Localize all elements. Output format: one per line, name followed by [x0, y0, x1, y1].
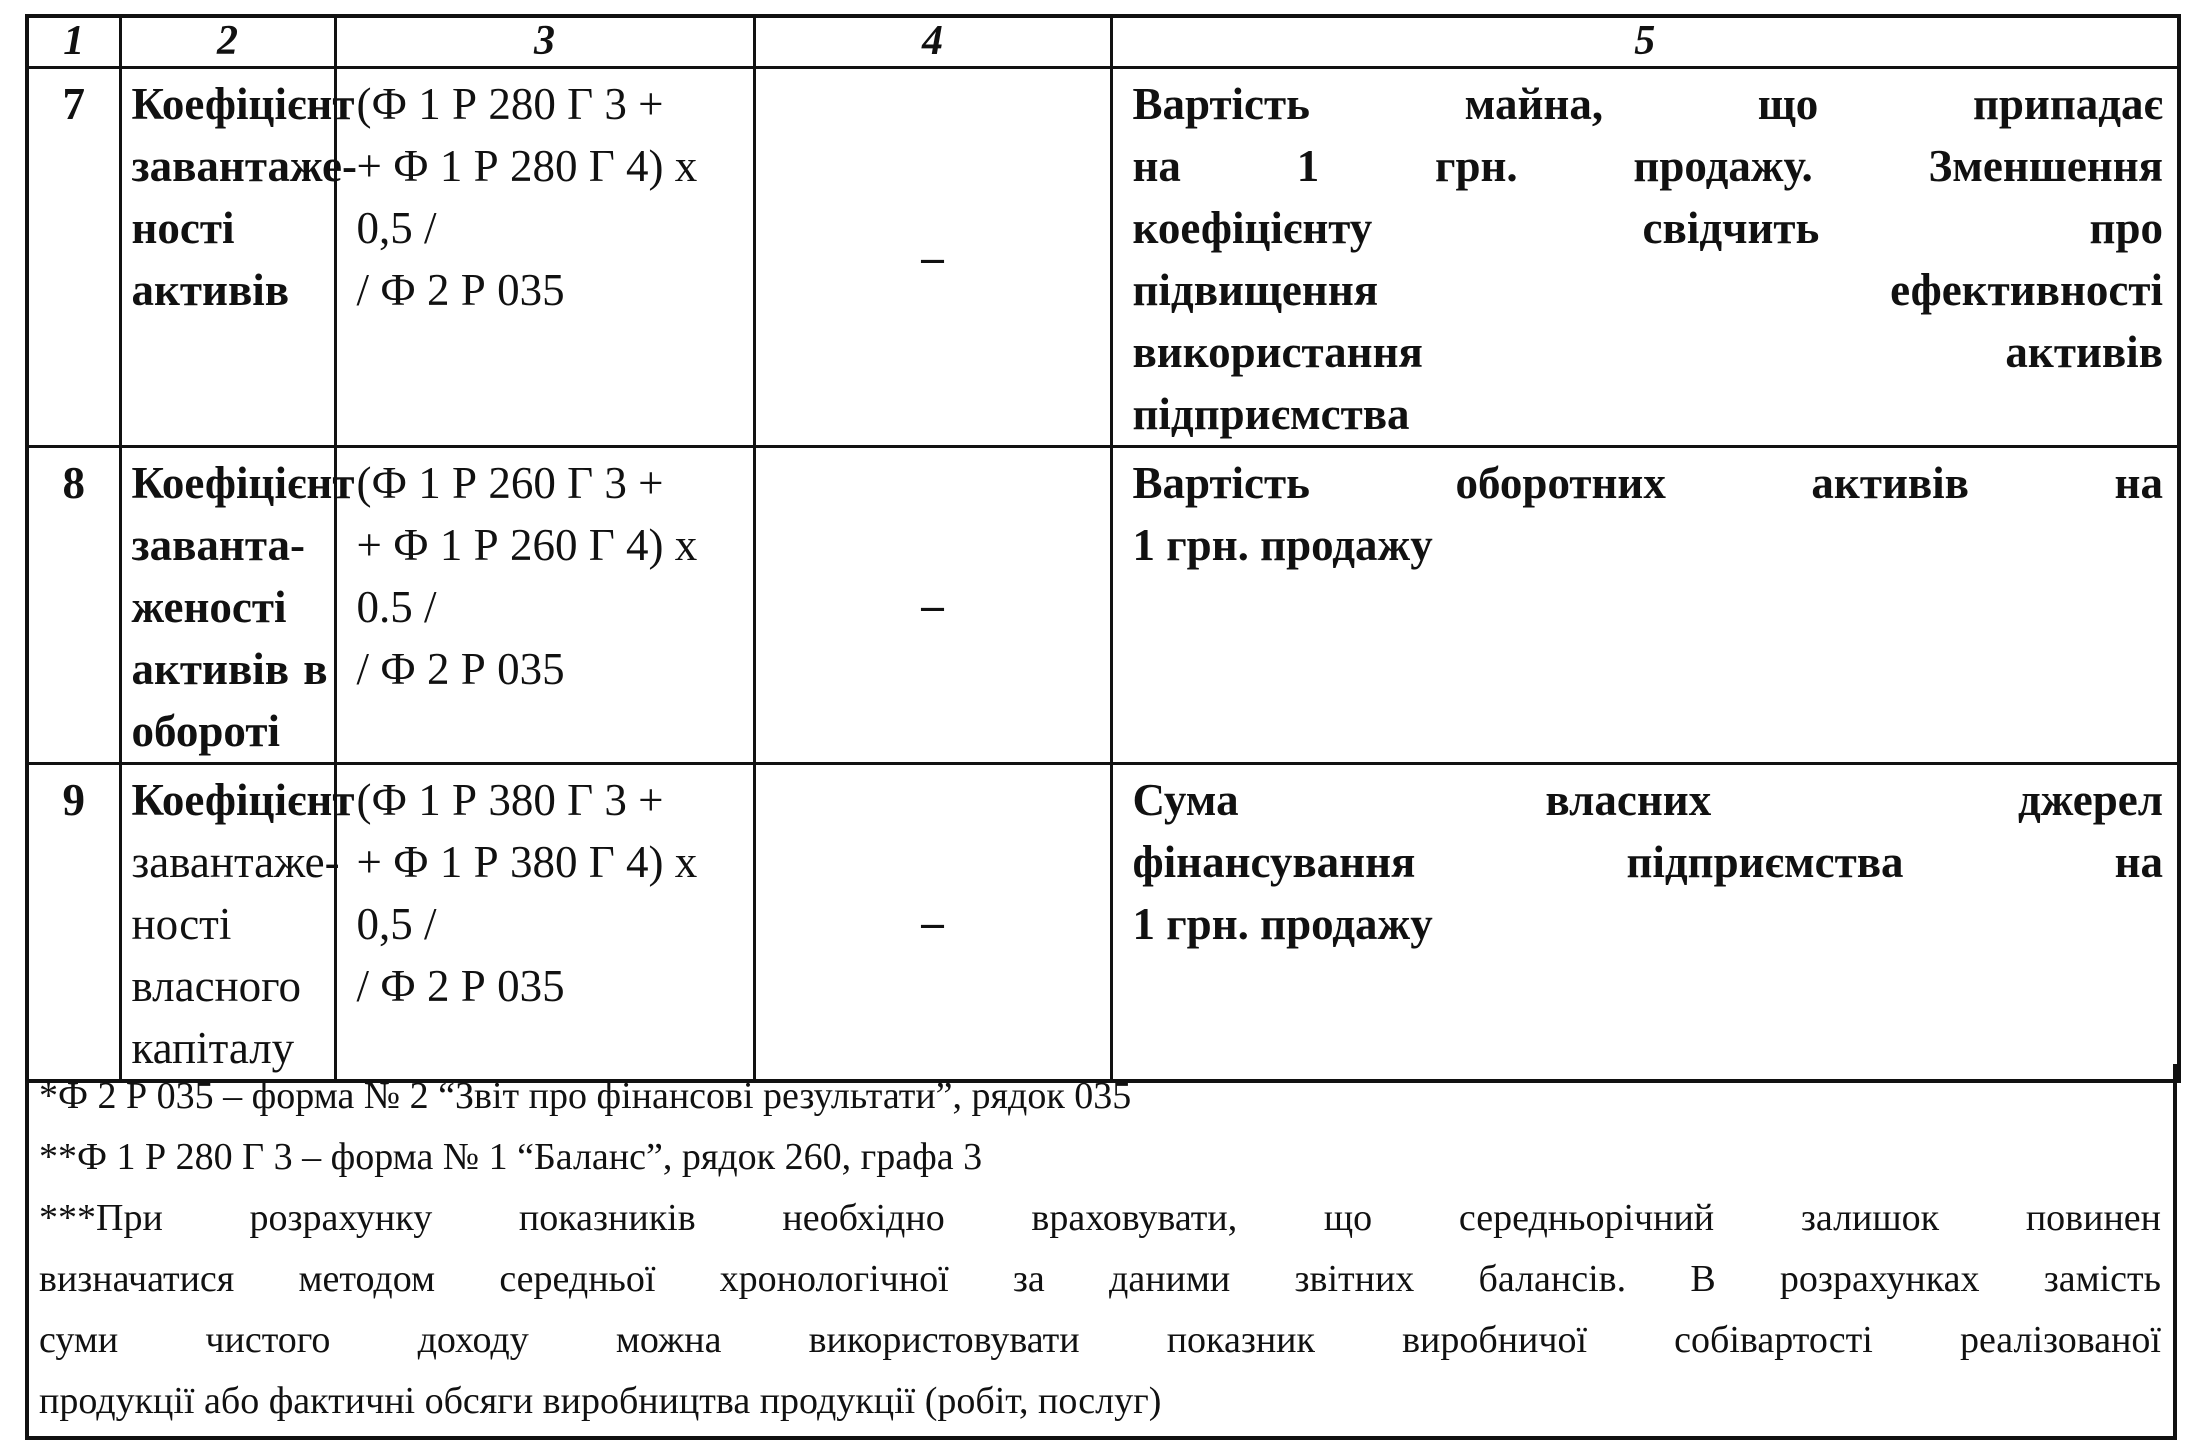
indicators-table	[25, 14, 2181, 1083]
indicator-formula	[335, 447, 754, 764]
formula-line: (Ф 1 Р 260 Г 3 +	[356, 458, 664, 508]
footnote-line: визначатися методом середньої хронологічної за даними звітних балансів. В розрахунках замість	[39, 1258, 2161, 1300]
column-header: 5	[1111, 16, 2179, 68]
description-line: підприємства	[1132, 389, 1410, 439]
name-line: обороті	[131, 706, 280, 756]
indicator-name	[120, 447, 355, 764]
name-line: активів	[131, 265, 290, 315]
indicator-description	[1111, 447, 2179, 764]
formula-line: (Ф 1 Р 380 Г 3 +	[356, 775, 664, 825]
description-line: коефіцієнту свідчить про	[1132, 203, 2163, 253]
name-line: ності	[131, 203, 235, 253]
column-header: 1	[27, 16, 120, 68]
name-line: женості	[131, 582, 287, 632]
table-row	[27, 764, 2179, 1082]
indicator-description	[1111, 68, 2179, 447]
description-line: використання активів	[1132, 327, 2163, 377]
table-row	[27, 68, 2179, 447]
name-line: Коефіцієнт	[131, 458, 355, 508]
name-line: власного	[131, 961, 301, 1011]
description-line: Сума власних джерел	[1132, 775, 2163, 825]
indicator-value: –	[754, 764, 1111, 1082]
description-line: Вартість оборотних активів на	[1132, 458, 2163, 508]
formula-line: / Ф 2 Р 035	[356, 961, 565, 1011]
name-line: ності	[131, 899, 232, 949]
indicator-formula	[335, 764, 754, 1082]
formula-line: + Ф 1 Р 380 Г 4) х 0,5 /	[356, 837, 698, 949]
document-page	[25, 14, 2177, 1440]
indicator-name	[120, 68, 357, 447]
formula-line: (Ф 1 Р 280 Г 3 +	[356, 79, 664, 129]
row-number: 8	[27, 447, 120, 764]
formula-line: + Ф 1 Р 280 Г 4) х 0,5 /	[356, 141, 698, 253]
name-line: завантаже-	[131, 837, 340, 887]
footnote-line: ***При розрахунку показників необхідно враховувати, що середньорічний залишок повинен	[39, 1197, 2161, 1239]
row-number: 9	[27, 764, 120, 1082]
indicator-value: –	[754, 447, 1111, 764]
name-line: активів в	[131, 644, 328, 694]
description-line: 1 грн. продажу	[1132, 899, 1433, 949]
column-header: 3	[335, 16, 754, 68]
description-line: на 1 грн. продажу. Зменшення	[1132, 141, 2163, 191]
indicator-formula	[335, 68, 754, 447]
description-line: підвищення ефективності	[1132, 265, 2163, 315]
name-line: заванта-	[131, 520, 305, 570]
name-line: капіталу	[131, 1023, 295, 1073]
column-header: 2	[120, 16, 335, 68]
footnote-line: суми чистого доходу можна використовувати показник виробничої собівартості реалізованої	[39, 1319, 2161, 1361]
row-number: 7	[27, 68, 120, 447]
formula-line: / Ф 2 Р 035	[356, 644, 565, 694]
footnote: **Ф 1 Р 280 Г 3 – форма № 1 “Баланс”, рядок 260, графа 3	[39, 1136, 983, 1178]
indicator-value: –	[754, 68, 1111, 447]
footnote-line: продукції або фактичні обсяги виробництва продукції (робіт, послуг)	[39, 1380, 1162, 1422]
footnotes	[25, 1064, 2177, 1440]
table-header-row	[27, 16, 2179, 68]
formula-line: / Ф 2 Р 035	[356, 265, 565, 315]
indicator-description	[1111, 764, 2179, 1082]
footnote: *Ф 2 Р 035 – форма № 2 “Звіт про фінансові результати”, рядок 035	[39, 1075, 1132, 1117]
formula-line: + Ф 1 Р 260 Г 4) х 0.5 /	[356, 520, 698, 632]
name-line: Коефіцієнт	[131, 775, 355, 825]
column-header: 4	[754, 16, 1111, 68]
description-line: 1 грн. продажу	[1132, 520, 1433, 570]
indicator-name	[120, 764, 355, 1082]
name-line: Коефіцієнт	[131, 79, 355, 129]
name-line: завантаже-	[131, 141, 357, 191]
description-line: Вартість майна, що припадає	[1132, 79, 2163, 129]
table-row	[27, 447, 2179, 764]
description-line: фінансування підприємства на	[1132, 837, 2163, 887]
